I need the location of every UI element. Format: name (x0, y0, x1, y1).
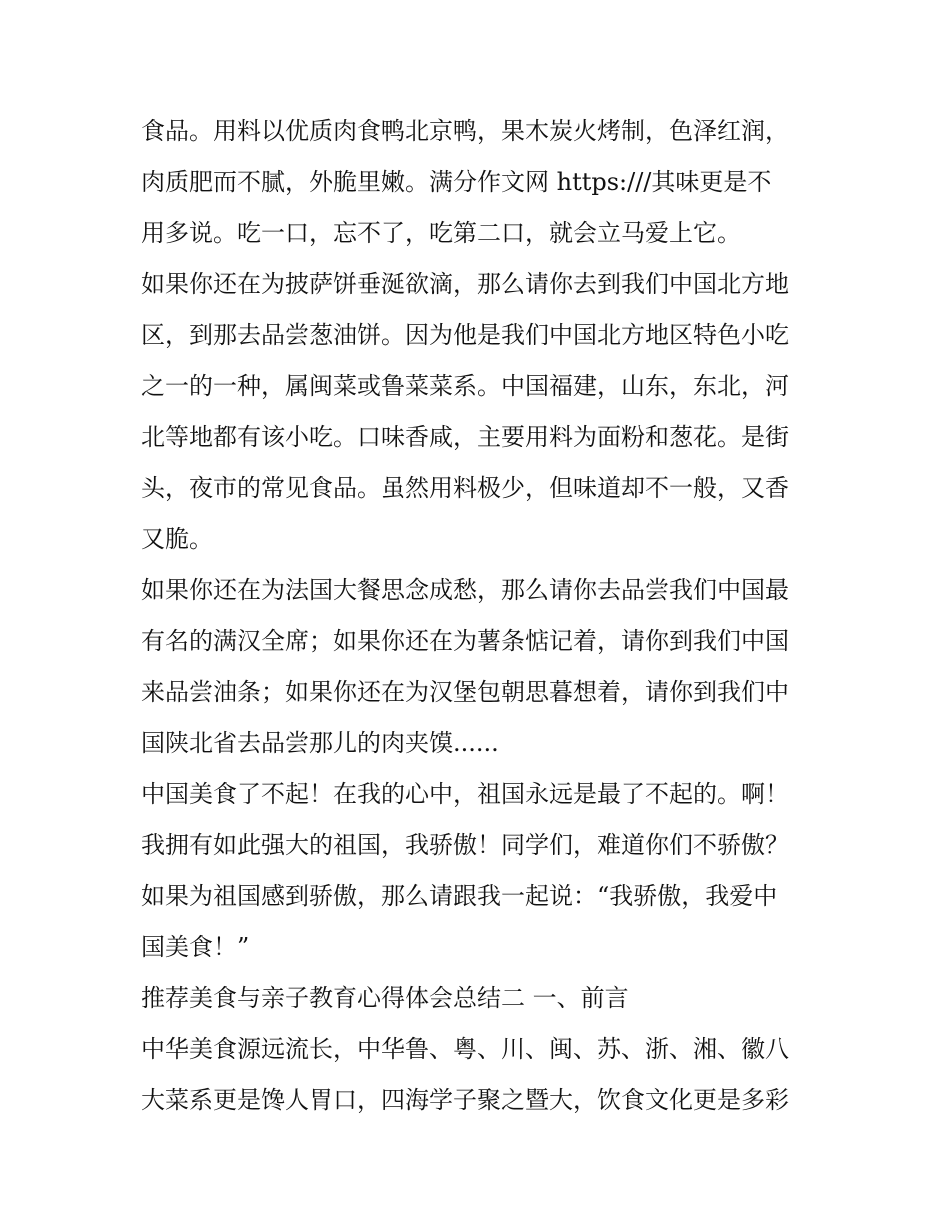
text-line: 有名的满汉全席；如果你还在为薯条惦记着，请你到我们中国 (141, 627, 789, 655)
text-line: 用多说。吃一口，忘不了，吃第二口，就会立马爱上它。 (141, 219, 741, 247)
text-line: 之一的一种，属闽菜或鲁菜菜系。中国福建，山东，东北，河 (141, 372, 789, 400)
text-line: 肉质肥而不腻，外脆里嫩。满分作文网 https:///其味更是不 (141, 168, 772, 196)
text-line: 北等地都有该小吃。口味香咸，主要用料为面粉和葱花。是街 (141, 423, 789, 451)
text-line: 头，夜市的常见食品。虽然用料极少，但味道却不一般，又香 (141, 474, 789, 502)
text-line: 来品尝油条；如果你还在为汉堡包朝思暮想着，请你到我们中 (141, 678, 789, 706)
text-line: 如果你还在为法国大餐思念成愁，那么请你去品尝我们中国最 (141, 576, 789, 604)
text-line: 中华美食源远流长，中华鲁、粤、川、闽、苏、浙、湘、徽八 (141, 1035, 789, 1063)
text-line: 区，到那去品尝葱油饼。因为他是我们中国北方地区特色小吃 (141, 321, 789, 349)
document-body (141, 106, 821, 1126)
text-line: 中国美食了不起！在我的心中，祖国永远是最了不起的。啊！ (141, 780, 789, 808)
text-line: 国陕北省去品尝那儿的肉夹馍...... (141, 729, 499, 757)
text-line: 如果你还在为披萨饼垂涎欲滴，那么请你去到我们中国北方地 (141, 270, 789, 298)
text-line: 我拥有如此强大的祖国，我骄傲！同学们，难道你们不骄傲？ (141, 831, 789, 859)
text-line: 食品。用料以优质肉食鸭北京鸭，果木炭火烤制，色泽红润， (141, 117, 789, 145)
text-line: 又脆。 (141, 525, 213, 553)
text-line: 如果为祖国感到骄傲，那么请跟我一起说：“我骄傲，我爱中 (141, 882, 778, 910)
text-line: 国美食！” (141, 933, 250, 961)
section-heading: 推荐美食与亲子教育心得体会总结二 一、前言 (141, 984, 629, 1012)
text-line: 大菜系更是馋人胃口，四海学子聚之暨大，饮食文化更是多彩 (141, 1086, 789, 1114)
